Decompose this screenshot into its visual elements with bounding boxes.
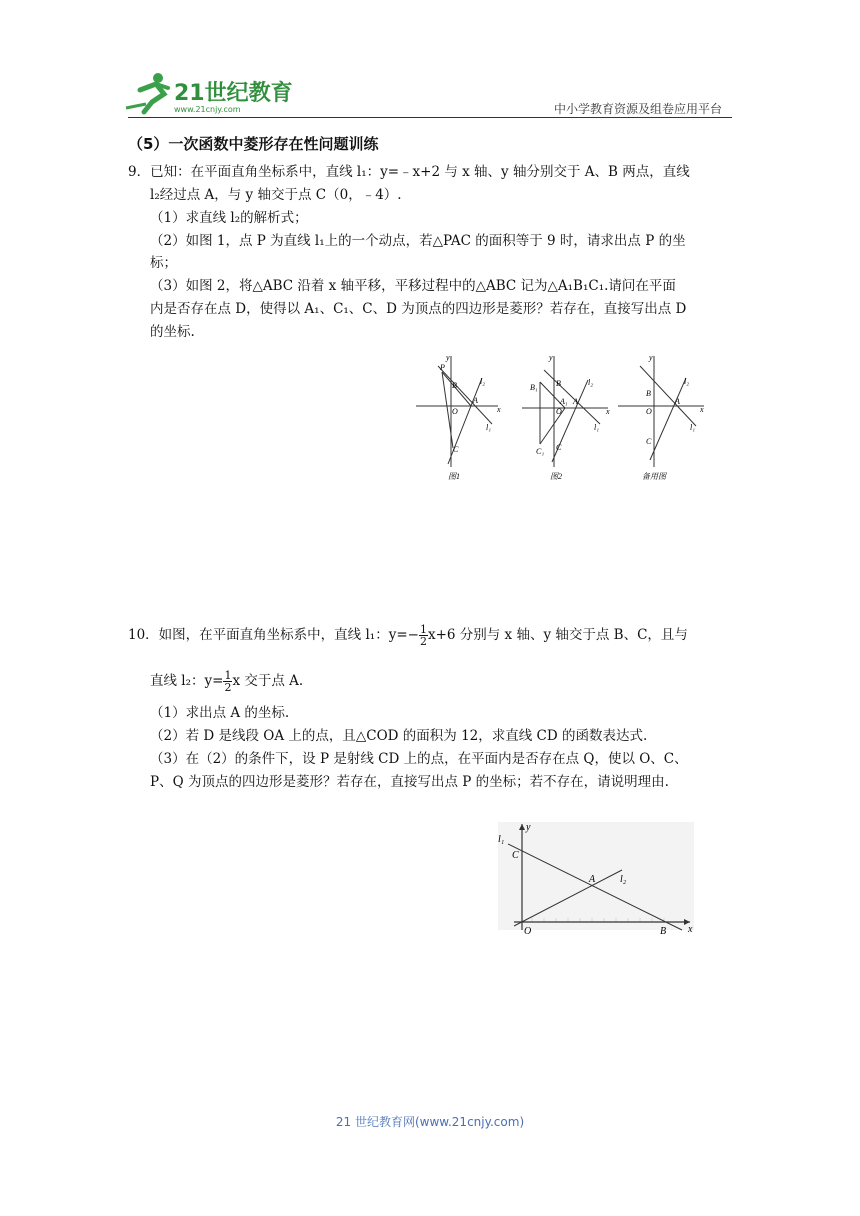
svg-text:21世纪教育: 21世纪教育 — [174, 81, 293, 106]
svg-text:C₁: C₁ — [536, 447, 545, 456]
svg-text:C: C — [556, 443, 562, 452]
svg-text:l₂: l₂ — [480, 377, 486, 386]
svg-text:O: O — [646, 407, 652, 416]
q9-line-1: 9．已知：在平面直角坐标系中，直线 l₁：y=﹣x+2 与 x 轴、y 轴分别交于 A、B 两点，直线 — [128, 164, 690, 180]
svg-text:P: P — [440, 363, 445, 372]
svg-text:y: y — [446, 353, 450, 362]
runner-icon — [126, 73, 168, 112]
svg-text:x: x — [606, 407, 610, 416]
svg-text:A: A — [589, 874, 596, 885]
q9-figure-1 — [410, 352, 506, 484]
q9-figure-2 — [518, 352, 614, 484]
svg-text:y: y — [549, 353, 553, 362]
q10-line-2: 直线 l₂：y= $\frac{1}{2}$ x 交于点 A. — [150, 669, 304, 694]
svg-text:O: O — [524, 926, 532, 936]
svg-text:l₂: l₂ — [620, 874, 627, 885]
q9-line-3: （1）求直线 l₂的解析式； — [150, 210, 308, 226]
header-divider — [128, 117, 732, 118]
q9-line-4: （2）如图 1，点 P 为直线 l₁上的一个动点，若△PAC 的面积等于 9 时，请求出点 P 的坐 — [150, 233, 686, 249]
svg-text:备用图: 备用图 — [642, 472, 666, 481]
svg-text:B: B — [660, 926, 667, 936]
svg-text:y: y — [526, 822, 531, 833]
svg-text:图1: 图1 — [448, 472, 460, 481]
svg-text:A: A — [675, 397, 680, 406]
svg-text:C: C — [512, 850, 519, 861]
q9-line-7: 内是否存在点 D，使得以 A₁、C₁、C、D 为顶点的四边形是菱形？若存在，直接写出点 D — [150, 301, 687, 317]
svg-text:C: C — [646, 437, 652, 446]
section-title: （5）一次函数中菱形存在性问题训练 — [128, 135, 379, 153]
svg-text:C: C — [453, 445, 459, 454]
q10-line-4: （2）若 D 是线段 OA 上的点，且△COD 的面积为 12，求直线 CD 的函数表达式. — [150, 728, 648, 744]
svg-text:x: x — [700, 405, 704, 414]
q10-line-3: （1）求出点 A 的坐标. — [150, 705, 290, 721]
q9-line-5: 标； — [150, 255, 177, 271]
q9-line-2: l₂经过点 A，与 y 轴交于点 C（0，﹣4）. — [150, 187, 402, 203]
q10-figure — [492, 818, 700, 936]
svg-text:A: A — [473, 396, 478, 405]
header-tagline: 中小学教育资源及组卷应用平台 — [553, 102, 722, 116]
svg-text:l₁: l₁ — [498, 834, 505, 845]
svg-text:B: B — [646, 389, 651, 398]
fraction-half: $\frac{1}{2}$ — [419, 623, 427, 648]
svg-text:l₂: l₂ — [588, 378, 594, 387]
svg-text:l₁: l₁ — [690, 423, 696, 432]
svg-text:l₁: l₁ — [486, 423, 492, 432]
svg-text:O: O — [452, 407, 458, 416]
svg-text:B: B — [556, 379, 561, 388]
svg-text:x: x — [688, 924, 693, 935]
svg-text:图2: 图2 — [550, 472, 562, 481]
svg-text:O: O — [556, 407, 562, 416]
svg-text:x: x — [497, 405, 501, 414]
svg-text:l₂: l₂ — [684, 377, 690, 386]
svg-text:l₁: l₁ — [594, 423, 600, 432]
svg-text:B: B — [452, 381, 457, 390]
svg-text:y: y — [649, 353, 653, 362]
site-logo — [118, 68, 298, 118]
footer-site-link[interactable]: 21 世纪教育网(www.21cnjy.com) — [335, 1115, 525, 1129]
svg-text:A: A — [573, 397, 578, 406]
q10-line-1: 10．如图，在平面直角坐标系中，直线 l₁：y=− $\frac{1}{2}$ x+6 分别与 x 轴、y 轴交于点 B、C，且与 — [128, 623, 688, 648]
q9-line-6: （3）如图 2，将△ABC 沿着 x 轴平移，平移过程中的△ABC 记为△A₁B₁C₁.请问在平面 — [150, 278, 676, 294]
q9-figure-backup — [614, 352, 710, 484]
fraction-half: $\frac{1}{2}$ — [224, 669, 232, 694]
svg-text:www.21cnjy.com: www.21cnjy.com — [174, 105, 241, 114]
svg-text:A₁: A₁ — [560, 397, 568, 406]
q10-line-5: （3）在（2）的条件下，设 P 是射线 CD 上的点，在平面内是否存在点 Q，使以 O、C、 — [150, 751, 688, 767]
q9-line-8: 的坐标. — [150, 324, 195, 340]
svg-text:B₁: B₁ — [530, 383, 538, 392]
q10-line-6: P、Q 为顶点的四边形是菱形？若存在，直接写出点 P 的坐标；若不存在，请说明理由. — [150, 774, 669, 790]
